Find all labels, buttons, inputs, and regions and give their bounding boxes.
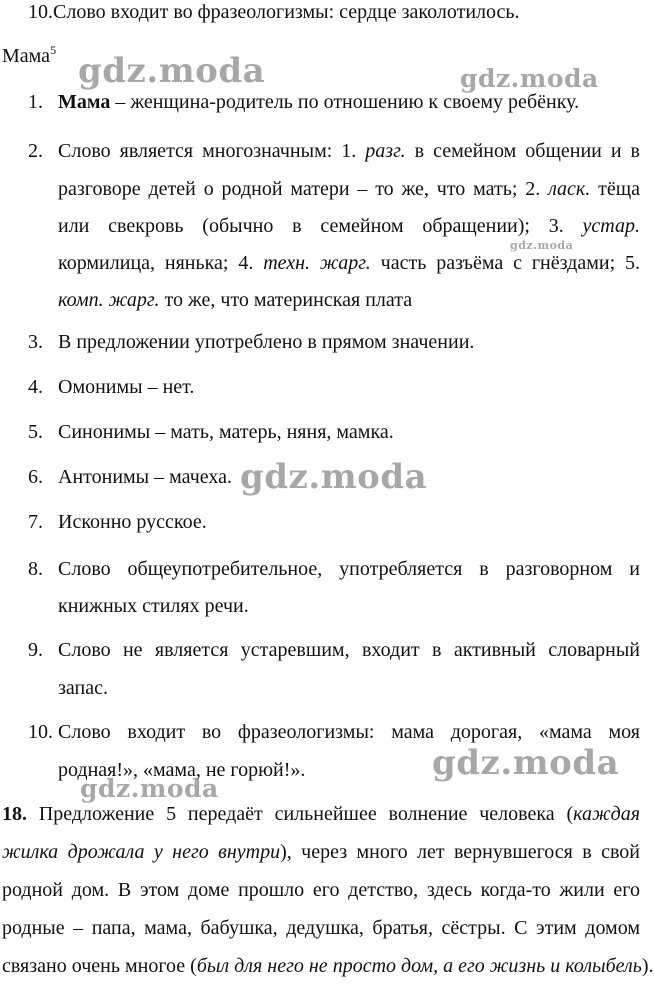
list-item-1 — [58, 92, 579, 112]
abbrev-label: комп. жарг. — [58, 289, 160, 311]
abbrev-label: разг. — [365, 140, 406, 162]
word-heading — [2, 43, 57, 67]
abbrev-label: ласк. — [548, 178, 591, 200]
list-number: 7. — [28, 511, 43, 533]
abbrev-label: устар. — [582, 215, 640, 237]
watermark: gdz.moda — [240, 457, 428, 497]
list-item-8-line-2: книжных стилях речи. — [58, 595, 249, 617]
quote-text: жилка дрожала у него внутри — [2, 841, 281, 863]
quote-text: был для него не просто дом, а его жизнь и колыбель — [196, 955, 642, 977]
heading-footnote: 5 — [50, 43, 57, 57]
list-item-5: Синонимы – мать, матерь, няня, мамка. — [58, 421, 394, 443]
heading-word: Мама — [2, 45, 51, 67]
list-number: 9. — [28, 639, 43, 661]
list-number: 4. — [28, 376, 43, 398]
task-18-line-2: жилка дрожала у него внутри), через много лет вернувшегося в свой — [2, 841, 641, 863]
list-item-7: Исконно русское. — [58, 511, 207, 533]
list-number: 10. — [28, 721, 53, 743]
list-item-2-line-3: или свекровь (обычно в семейном обращении); 3. устар. — [58, 215, 640, 237]
watermark: gdz.moda — [432, 743, 620, 783]
watermark: gdz.moda — [510, 239, 574, 252]
item-text: – женщина-родитель по отношению к своему ребёнку. — [110, 91, 580, 113]
list-number: 3. — [28, 331, 43, 353]
list-number: 5. — [28, 421, 43, 443]
list-number: 2. — [28, 140, 43, 162]
watermark: gdz.moda — [80, 774, 219, 803]
list-item-10-line-1: Слово входит во фразеологизмы: мама дорогая, «мама моя — [58, 721, 640, 743]
list-item-9-line-1: Слово не является устаревшим, входит в активный словарный — [58, 639, 640, 661]
list-item-8-line-1: Слово общеупотребительное, употребляется в разговорном и — [58, 558, 640, 580]
task-18-line-3: родной дом. В этом доме прошло его детство, здесь когда-то жили его — [2, 879, 640, 901]
list-number: 1. — [28, 91, 43, 113]
list-item-2-line-5: комп. жарг. то же, что материнская плата — [58, 289, 413, 311]
list-number: 8. — [28, 558, 43, 580]
list-item-3: В предложении употреблено в прямом значении. — [58, 331, 475, 353]
list-item-9-line-2: запас. — [58, 677, 108, 699]
list-item-4: Омонимы – нет. — [58, 376, 195, 398]
list-item-10-line-2: родная!», «мама, не горюй!». — [58, 759, 306, 781]
previous-item-line: 10.Слово входит во фразеологизмы: сердце заколотилось. — [28, 1, 520, 23]
list-item-2-line-2: разговоре детей о родной матери – то же, что мать; 2. ласк. тёща — [58, 178, 641, 200]
quote-text: каждая — [573, 803, 640, 825]
bold-word: Мама — [58, 91, 111, 113]
task-18-line-4: родные – папа, мама, бабушка, дедушка, братья, сёстры. С этим домом — [2, 917, 640, 939]
watermark: gdz.moda — [460, 64, 599, 93]
task-18-line-1: 18. Предложение 5 передаёт сильнейшее волнение человека (каждая — [2, 803, 640, 825]
list-item-2-line-4: кормилица, нянька; 4. техн. жарг. часть разъёма с гнёздами; 5. — [58, 252, 640, 274]
list-number: 6. — [28, 466, 43, 488]
list-item-6: Антонимы – мачеха. — [58, 466, 233, 488]
task-number: 18. — [2, 803, 27, 825]
watermark: gdz.moda — [78, 51, 266, 91]
list-item-2-line-1: Слово является многозначным: 1. разг. в семейном общении и в — [58, 140, 640, 162]
abbrev-label: техн. жарг. — [263, 252, 371, 274]
task-18-line-5: связано очень многое (был для него не просто дом, а его жизнь и колыбель). — [2, 955, 654, 977]
